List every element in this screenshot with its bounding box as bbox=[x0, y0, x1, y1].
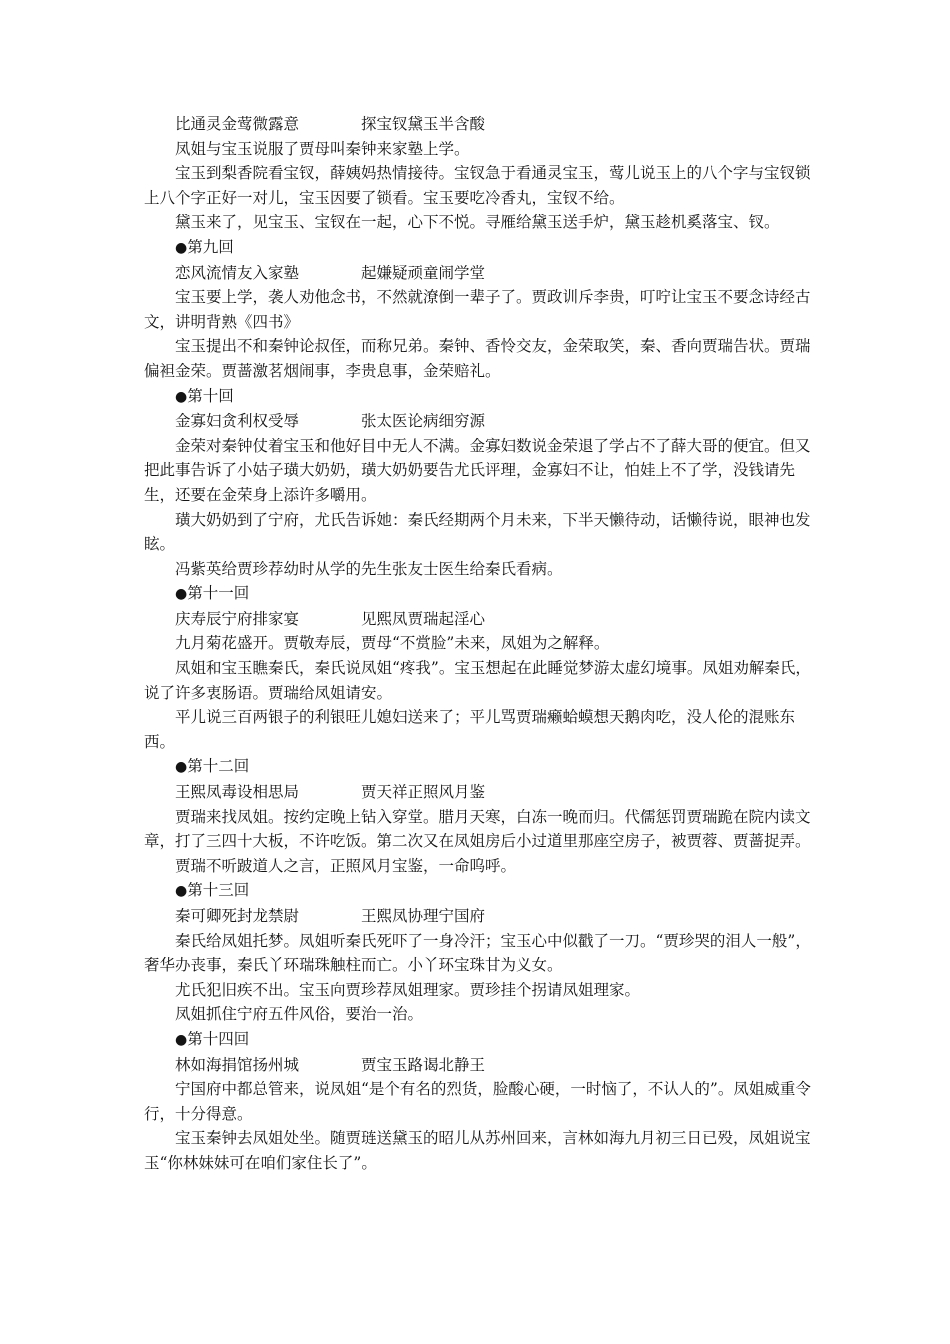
title-right: 探宝钗黛玉半含酸 bbox=[361, 115, 486, 133]
title-left: 恋风流情友入家塾 bbox=[175, 263, 300, 282]
bullet-icon: ● bbox=[175, 388, 188, 405]
paragraph: 平儿说三百两银子的利银旺儿媳妇送来了；平儿骂贾瑞癞蛤蟆想天鹅肉吃，没人伦的混账东西。 bbox=[144, 708, 796, 751]
title-right: 贾宝玉路谒北静王 bbox=[361, 1055, 486, 1074]
paragraph: 金荣对秦钟仗着宝玉和他好目中无人不满。金寡妇数说金荣退了学占不了薛大哥的便宜。但又把此事告诉了小姑子璜大奶奶，璜大奶奶要告尤氏评理，金寡妇不让，怕娃上不了学，没钱请先生，还要在金荣身上添许多嚼用。 bbox=[144, 436, 811, 504]
chapter-heading bbox=[144, 878, 812, 904]
paragraph: 尤氏犯旧疾不出。宝玉向贾珍荐凤姐理家。贾珍挂个拐请凤姐理家。 bbox=[175, 980, 641, 999]
paragraph: 贾瑞不听跛道人之言，正照风月宝鉴，一命呜呼。 bbox=[175, 856, 517, 875]
paragraph: 宝玉要上学，袭人劝他念书，不然就潦倒一辈子了。贾政训斥李贵，叮咛让宝玉不要念诗经古文，讲明背熟《四书》 bbox=[144, 288, 811, 331]
chapter-number: 第十四回 bbox=[187, 1029, 250, 1048]
title-left: 林如海捐馆扬州城 bbox=[175, 1055, 300, 1074]
paragraph: 宝玉秦钟去凤姐处坐。随贾琏送黛玉的昭儿从苏州回来，言林如海九月初三日已殁，凤姐说宝玉“你林妹妹可在咱们家住长了”。 bbox=[144, 1129, 811, 1172]
title-right: 贾天祥正照风月鉴 bbox=[361, 783, 486, 802]
title-right: 见熙凤贾瑞起淫心 bbox=[361, 609, 486, 628]
chapter-number: 第十回 bbox=[187, 386, 234, 405]
chapter-title-pair bbox=[144, 607, 812, 632]
chapter-number: 第九回 bbox=[187, 237, 234, 256]
bullet-icon: ● bbox=[175, 239, 188, 256]
paragraph: 璜大奶奶到了宁府，尤氏告诉她：秦氏经期两个月未来，下半天懒待动，话懒待说，眼神也发眩。 bbox=[144, 510, 811, 554]
title-left: 庆寿辰宁府排家宴 bbox=[175, 609, 300, 628]
bullet-icon: ● bbox=[175, 883, 188, 900]
bullet-icon: ● bbox=[175, 759, 188, 776]
title-left: 比通灵金莺微露意 bbox=[175, 115, 300, 133]
chapter-heading bbox=[144, 1027, 812, 1053]
title-left: 秦可卿死封龙禁尉 bbox=[175, 907, 300, 925]
paragraph: 宝玉到梨香院看宝钗，薛姨妈热情接待。宝钗急于看通灵宝玉，莺儿说玉上的八个字与宝钗锁上八个字正好一对儿，宝玉因要了锁看。宝玉要吃冷香丸，宝钗不给。 bbox=[144, 164, 811, 207]
bullet-icon: ● bbox=[175, 586, 188, 603]
paragraph: 凤姐和宝玉瞧秦氏，秦氏说凤姐“疼我”。宝玉想起在此睡觉梦游太虚幻境事。凤姐劝解秦氏，说了许多衷肠语。贾瑞给凤姐请安。 bbox=[144, 659, 811, 702]
paragraph: 冯紫英给贾珍荐幼时从学的先生张友士医生给秦氏看病。 bbox=[175, 559, 563, 578]
title-right: 王熙凤协理宁国府 bbox=[361, 907, 486, 925]
bullet-icon: ● bbox=[175, 1031, 188, 1048]
paragraph: 秦氏给凤姐托梦。凤姐听秦氏死吓了一身冷汗；宝玉心中似戳了一刀。“贾珍哭的泪人一般”，奢华办丧事，秦氏丫环瑞珠触柱而亡。小丫环宝珠甘为义女。 bbox=[144, 931, 811, 975]
chapter-title-pair bbox=[144, 112, 812, 137]
chapter-number: 第十二回 bbox=[187, 757, 250, 776]
chapter-number: 第十三回 bbox=[187, 881, 250, 900]
paragraph: 九月菊花盛开。贾敬寿辰，贾母“不赏脸”未来，凤姐为之解释。 bbox=[175, 634, 610, 653]
chapter-heading bbox=[144, 235, 812, 261]
chapter-heading bbox=[144, 384, 812, 410]
chapter-title-pair bbox=[144, 409, 812, 434]
chapter-heading bbox=[144, 581, 812, 607]
paragraph: 贾瑞来找凤姐。按约定晚上钻入穿堂。腊月天寒，白冻一晚而归。代儒惩罚贾瑞跪在院内读文章，打了三四十大板，不许吃饭。第二次又在凤姐房后小过道里那座空房子，被贾蓉、贾蔷捉弄。 bbox=[144, 807, 811, 851]
document-page bbox=[144, 112, 812, 1176]
paragraph: 宝玉提出不和秦钟论叔侄，而称兄弟。秦钟、香怜交友，金荣取笑，秦、香向贾瑞告状。贾瑞偏袒金荣。贾蔷激茗烟闹事，李贵息事，金荣赔礼。 bbox=[144, 337, 811, 380]
title-left: 金寡妇贪利权受辱 bbox=[175, 412, 300, 431]
title-left: 王熙凤毒设相思局 bbox=[175, 783, 300, 802]
paragraph: 凤姐抓住宁府五件风俗，要治一治。 bbox=[175, 1005, 424, 1024]
chapter-number: 第十一回 bbox=[187, 584, 250, 603]
chapter-title-pair bbox=[144, 261, 812, 286]
paragraph: 宁国府中都总管来，说凤姐“是个有名的烈货，脸酸心硬，一时恼了，不认人的”。凤姐威重令行，十分得意。 bbox=[144, 1080, 811, 1123]
title-right: 张太医论病细穷源 bbox=[361, 412, 486, 431]
title-right: 起嫌疑顽童闹学堂 bbox=[361, 263, 486, 282]
chapter-title-pair bbox=[144, 780, 812, 805]
chapter-title-pair bbox=[144, 904, 812, 929]
paragraph: 黛玉来了，见宝玉、宝钗在一起，心下不悦。寻雁给黛玉送手炉，黛玉趁机奚落宝、钗。 bbox=[175, 213, 780, 232]
paragraph: 凤姐与宝玉说服了贾母叫秦钟来家塾上学。 bbox=[175, 139, 470, 158]
chapter-title-pair bbox=[144, 1053, 812, 1078]
chapter-heading bbox=[144, 754, 812, 780]
